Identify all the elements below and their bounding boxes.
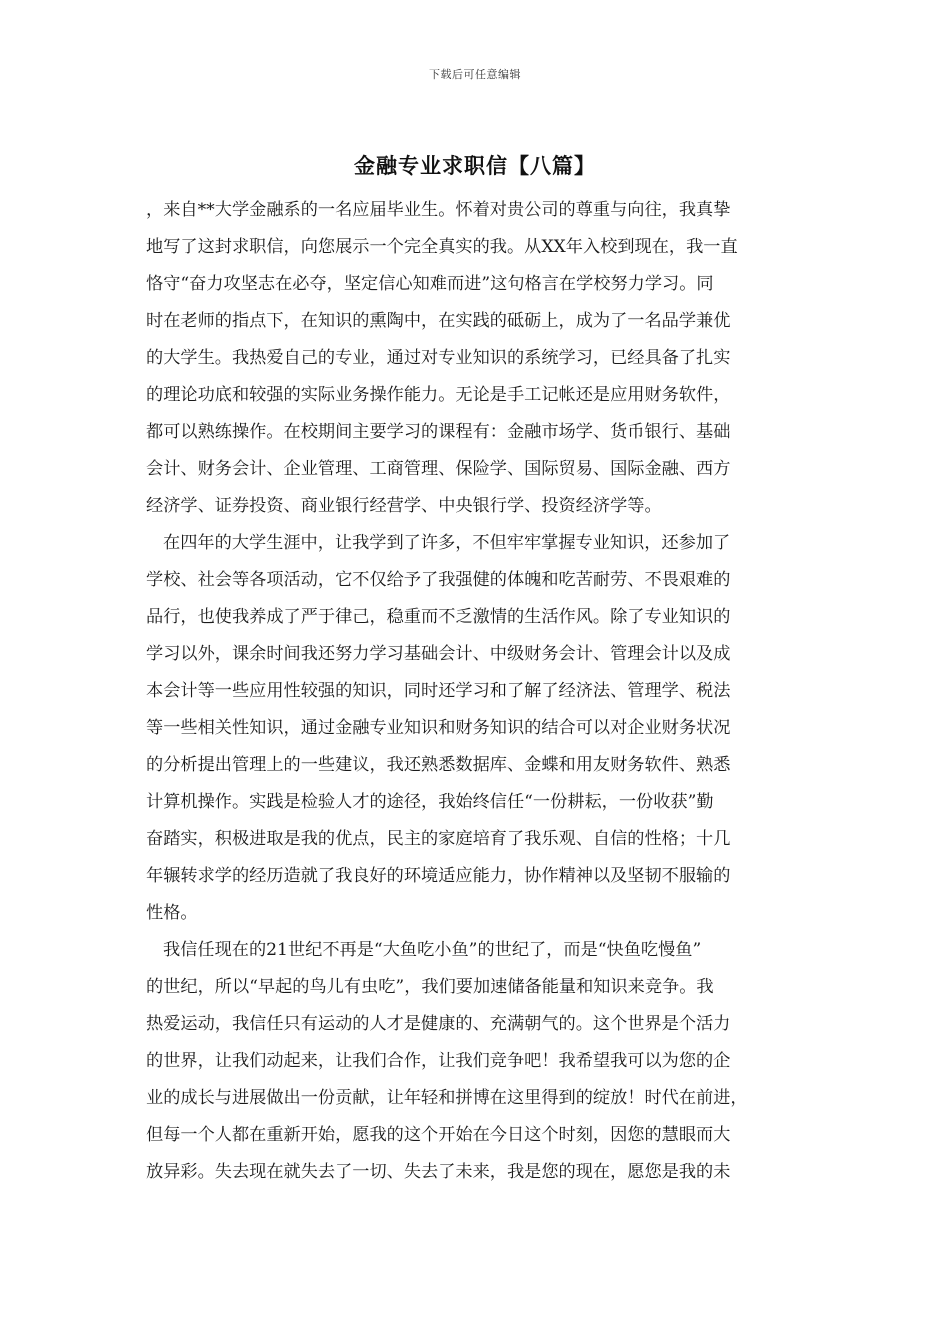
body-line: 地写了这封求职信，向您展示一个完全真实的我。从XX年入校到现在，我一直 bbox=[146, 237, 738, 257]
page-header-note: 下载后可任意编辑 bbox=[429, 68, 521, 81]
body-line: 都可以熟练操作。在校期间主要学习的课程有：金融市场学、货币银行、基础 bbox=[146, 422, 731, 442]
body-line: 计算机操作。实践是检验人才的途径，我始终信任“一份耕耘，一份收获”勤 bbox=[146, 792, 714, 812]
body-line: 的分析提出管理上的一些建议，我还熟悉数据库、金蝶和用友财务软件、熟悉 bbox=[146, 755, 731, 775]
body-line: 但每一个人都在重新开始，愿我的这个开始在今日这个时刻，因您的慧眼而大 bbox=[146, 1125, 731, 1145]
body-line: 经济学、证券投资、商业银行经营学、中央银行学、投资经济学等。 bbox=[146, 496, 662, 516]
body-line: 的世纪，所以“早起的鸟儿有虫吃”，我们要加速储备能量和知识来竞争。我 bbox=[146, 977, 714, 997]
document-body bbox=[146, 192, 816, 1191]
body-line: 恪守“奋力攻坚志在必夺，坚定信心知难而进”这句格言在学校努力学习。同 bbox=[146, 274, 714, 294]
body-line: 学校、社会等各项活动，它不仅给予了我强健的体魄和吃苦耐劳、不畏艰难的 bbox=[146, 570, 731, 590]
body-line: 年辗转求学的经历造就了我良好的环境适应能力，协作精神以及坚韧不服输的 bbox=[146, 866, 731, 886]
body-line: 放异彩。失去现在就失去了一切、失去了未来，我是您的现在，愿您是我的未 bbox=[146, 1162, 731, 1182]
body-line: 会计、财务会计、企业管理、工商管理、保险学、国际贸易、国际金融、西方 bbox=[146, 459, 731, 479]
body-line: 学习以外，课余时间我还努力学习基础会计、中级财务会计、管理会计以及成 bbox=[146, 644, 731, 664]
body-line: 品行，也使我养成了严于律己，稳重而不乏激情的生活作风。除了专业知识的 bbox=[146, 607, 731, 627]
body-line: 性格。 bbox=[146, 903, 198, 923]
body-line: 本会计等一些应用性较强的知识，同时还学习和了解了经济法、管理学、税法 bbox=[146, 681, 731, 701]
body-line: 在四年的大学生涯中，让我学到了许多，不但牢牢掌握专业知识，还参加了 bbox=[163, 533, 731, 553]
body-line: 奋踏实，积极进取是我的优点，民主的家庭培育了我乐观、自信的性格；十几 bbox=[146, 829, 731, 849]
document-title: 金融专业求职信【八篇】 bbox=[354, 153, 596, 178]
body-line: 的大学生。我热爱自己的专业，通过对专业知识的系统学习，已经具备了扎实 bbox=[146, 348, 731, 368]
body-line: 业的成长与进展做出一份贡献，让年轻和拼博在这里得到的绽放！时代在前进， bbox=[146, 1088, 748, 1108]
body-line: 我信任现在的21世纪不再是“大鱼吃小鱼”的世纪了，而是“快鱼吃慢鱼” bbox=[163, 940, 702, 960]
body-line: 时在老师的指点下，在知识的熏陶中，在实践的砥砺上，成为了一名品学兼优 bbox=[146, 311, 731, 331]
body-line: 的世界，让我们动起来，让我们合作，让我们竞争吧！我希望我可以为您的企 bbox=[146, 1051, 731, 1071]
body-line: 等一些相关性知识，通过金融专业知识和财务知识的结合可以对企业财务状况 bbox=[146, 718, 731, 738]
body-line: 热爱运动，我信任只有运动的人才是健康的、充满朝气的。这个世界是个活力 bbox=[146, 1014, 731, 1034]
body-line: 的理论功底和较强的实际业务操作能力。无论是手工记帐还是应用财务软件， bbox=[146, 385, 731, 405]
body-line: ，来自**大学金融系的一名应届毕业生。怀着对贵公司的尊重与向往，我真挚 bbox=[146, 200, 731, 220]
